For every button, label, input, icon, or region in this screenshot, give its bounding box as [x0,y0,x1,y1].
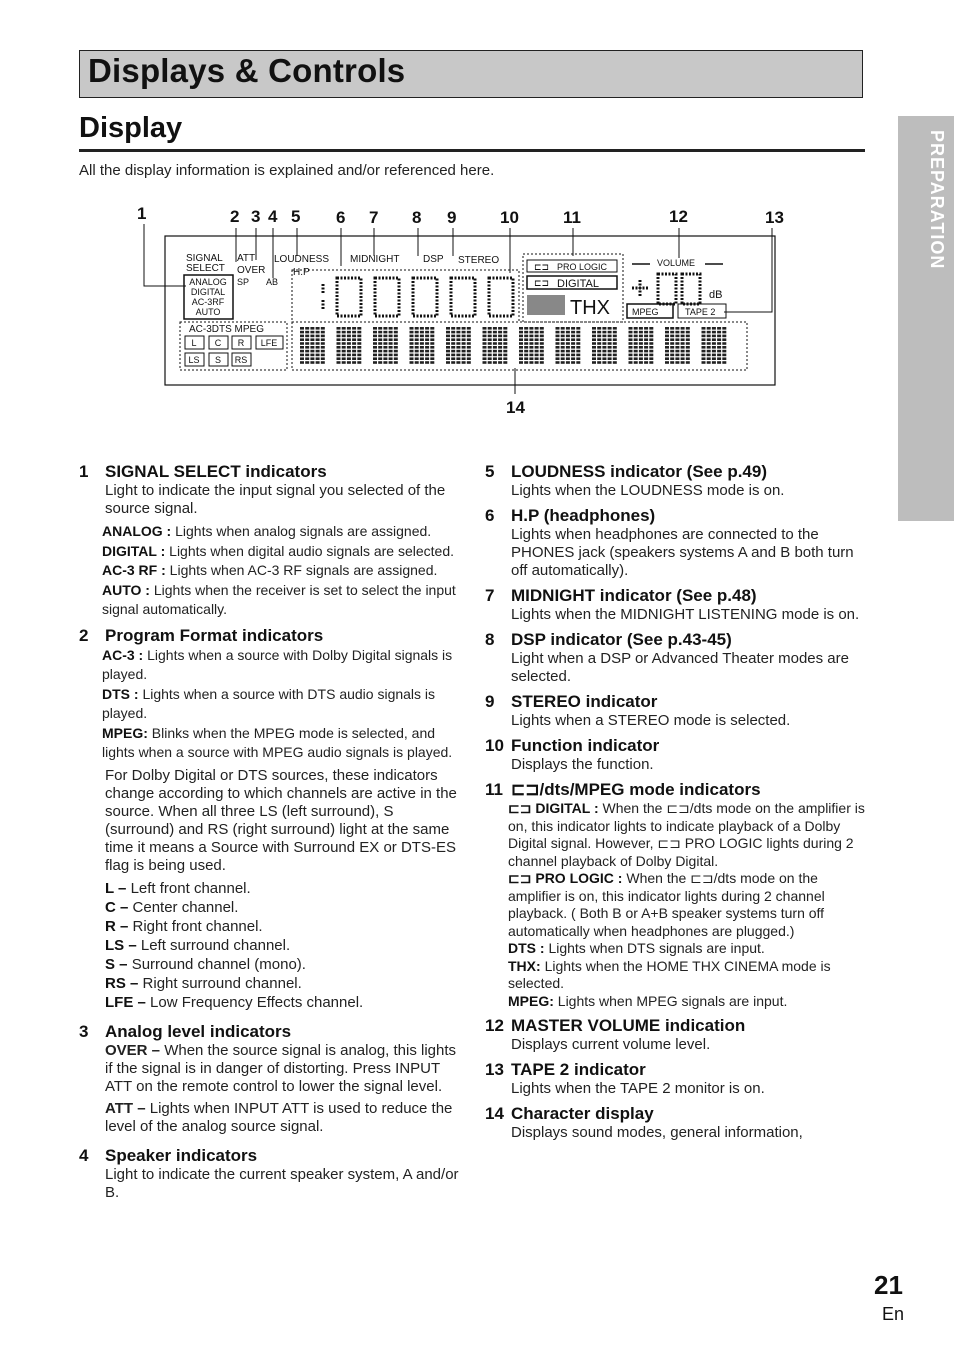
item-12: 12 MASTER VOLUME indication Displays current volume level. [485,1016,746,1053]
label-ch-ls: LS [188,355,200,365]
dolby-icon-2: ⊏⊐ [534,278,550,288]
label-hp: H.P [293,267,310,278]
label-volume: VOLUME [657,258,696,268]
label-ac3rf: AC-3RF [191,297,225,307]
volume-digits [632,274,700,304]
label-db: dB [709,289,723,301]
item-14: 14 Character display Displays sound modes, general information, [485,1104,803,1141]
item-10: 10 Function indicator Displays the function. [485,736,660,773]
label-digital: DIGITAL [557,278,599,290]
item-4: 4 Speaker indicators Light to indicate the current speaker system, A and/or B. [79,1145,459,1201]
label-att: ATT [237,253,256,264]
side-tab-label: PREPARATION [927,130,947,270]
function-digits [323,278,513,316]
dts-logo-icon [527,295,565,315]
label-tape2: TAPE 2 [685,307,716,317]
item-6: 6 H.P (headphones) Lights when headphones are connected to the PHONES jack (speakers systems A and B both turn off automatically). [485,506,854,579]
section-divider [79,149,865,152]
label-ch-s: S [214,355,222,365]
label-over: OVER [237,265,266,276]
label-stereo: STEREO [458,255,500,266]
callout-3: 3 [251,207,261,226]
callout-1: 1 [137,204,147,223]
character-display [300,327,726,364]
item-3: 3 Analog level indicators OVER – When the source signal is analog, this lights if the signal is in danger of distorting. Press INPUT ATT on the remote control to lower the signal level. ATT – Lights when INPUT ATT is used to reduce the level of the analog source signal. [79,1021,457,1135]
label-digital-in: DIGITAL [190,287,226,297]
section-title: Display [79,112,183,144]
label-auto: AUTO [195,307,221,317]
label-ch-l: L [191,338,197,348]
label-ch-rs: RS [234,355,248,365]
callout-9: 9 [447,208,457,227]
left-column [79,462,464,1208]
label-sp: SP [237,277,250,287]
callout-7: 7 [369,208,379,227]
label-select: SELECT [186,263,225,274]
label-pro-logic: PRO LOGIC [557,262,608,272]
page-title: Displays & Controls [88,52,406,89]
dolby-icon: ⊏⊐ [534,262,550,272]
item-11: 11 ⊏⊐/dts/MPEG mode indicators ⊏⊐ DIGITAL : When the ⊏⊐/dts mode on the amplifier is on, this indicator lights to indicate playback of a Dolby Digital signal. However, ⊏⊐ PRO LOGIC lights during 2 channel playback of Dolby Digital. ⊏⊐ PRO LOGIC : When the ⊏⊐/dts mode on the amplifier is on, this indicator lights during 2 channel playback. ( Both B or A+B speaker systems turn off automatically when headphones are plugged.) DTS : Lights when DTS signals are input. THX: Lights when the HOME THX CINEMA mode is selected. MPEG: Lights when MPEG signals are input. [485,780,865,1009]
callout-5: 5 [291,207,301,226]
label-mpeg: MPEG [632,307,659,317]
callout-10: 10 [500,208,519,227]
callout-8: 8 [412,208,422,227]
callout-13: 13 [765,208,784,227]
item-5: 5 LOUDNESS indicator (See p.49) Lights when the LOUDNESS mode is on. [485,462,785,499]
label-ch-lfe: LFE [260,338,278,348]
label-ch-r: R [237,338,245,348]
item-13: 13 TAPE 2 indicator Lights when the TAPE 2 monitor is on. [485,1060,765,1097]
callout-2: 2 [230,207,240,226]
label-signal: SIGNAL [186,253,223,264]
callout-4: 4 [268,207,278,226]
intro-text: All the display information is explained and/or referenced here. [79,162,495,179]
label-midnight: MIDNIGHT [350,254,400,265]
label-analog: ANALOG [189,277,227,287]
item-1: 1 SIGNAL SELECT indicators Light to indicate the input signal you selected of the source signal. ANALOG : Lights when analog signals are assigned. DIGITAL : Lights when digital audio signals are selected. AC-3 RF : Lights when AC-3 RF signals are assigned. AUTO : Lights when the receiver is set to select the input signal automatically. [79,462,456,617]
callout-12: 12 [669,207,688,226]
item-7: 7 MIDNIGHT indicator (See p.48) Lights when the MIDNIGHT LISTENING mode is on. [485,586,860,623]
display-diagram [120,198,800,423]
callout-14: 14 [506,398,525,417]
callout-6: 6 [336,208,346,227]
item-8: 8 DSP indicator (See p.43-45) Light when a DSP or Advanced Theater modes are selected. [485,630,849,685]
label-dsp: DSP [423,254,444,265]
item-2: 2 Program Format indicators AC-3 : Lights when a source with Dolby Digital signals is played. DTS : Lights when a source with DTS audio signals is played. MPEG: Blinks when the MPEG mode is selected, and lights when a source with MPEG audio signals is played. For Dolby Digital or DTS sources, these indicators change according to which channels are active in the source. When all three LS (left surround), S (surround) and RS (right surround) light at the same time it means a Source with Surround EX or DTS-ES flag is being used. L – Left front channel. C – Center channel. R – Right front channel. LS – Left surround channel. S – Surround channel (mono). RS – Right surround channel. LFE – Low Frequency Effects channel. [79,625,457,1011]
callout-11: 11 [563,208,581,227]
label-format: AC-3DTS MPEG [189,324,265,335]
label-thx: THX [570,297,610,319]
page-number: 21 [874,1270,903,1300]
right-column [485,462,865,1148]
item-9: 9 STEREO indicator Lights when a STEREO mode is selected. [485,692,791,729]
label-ch-c: C [214,338,222,348]
label-ab: AB [266,277,279,287]
label-loudness: LOUDNESS [274,254,330,265]
page-language: En [882,1304,905,1324]
